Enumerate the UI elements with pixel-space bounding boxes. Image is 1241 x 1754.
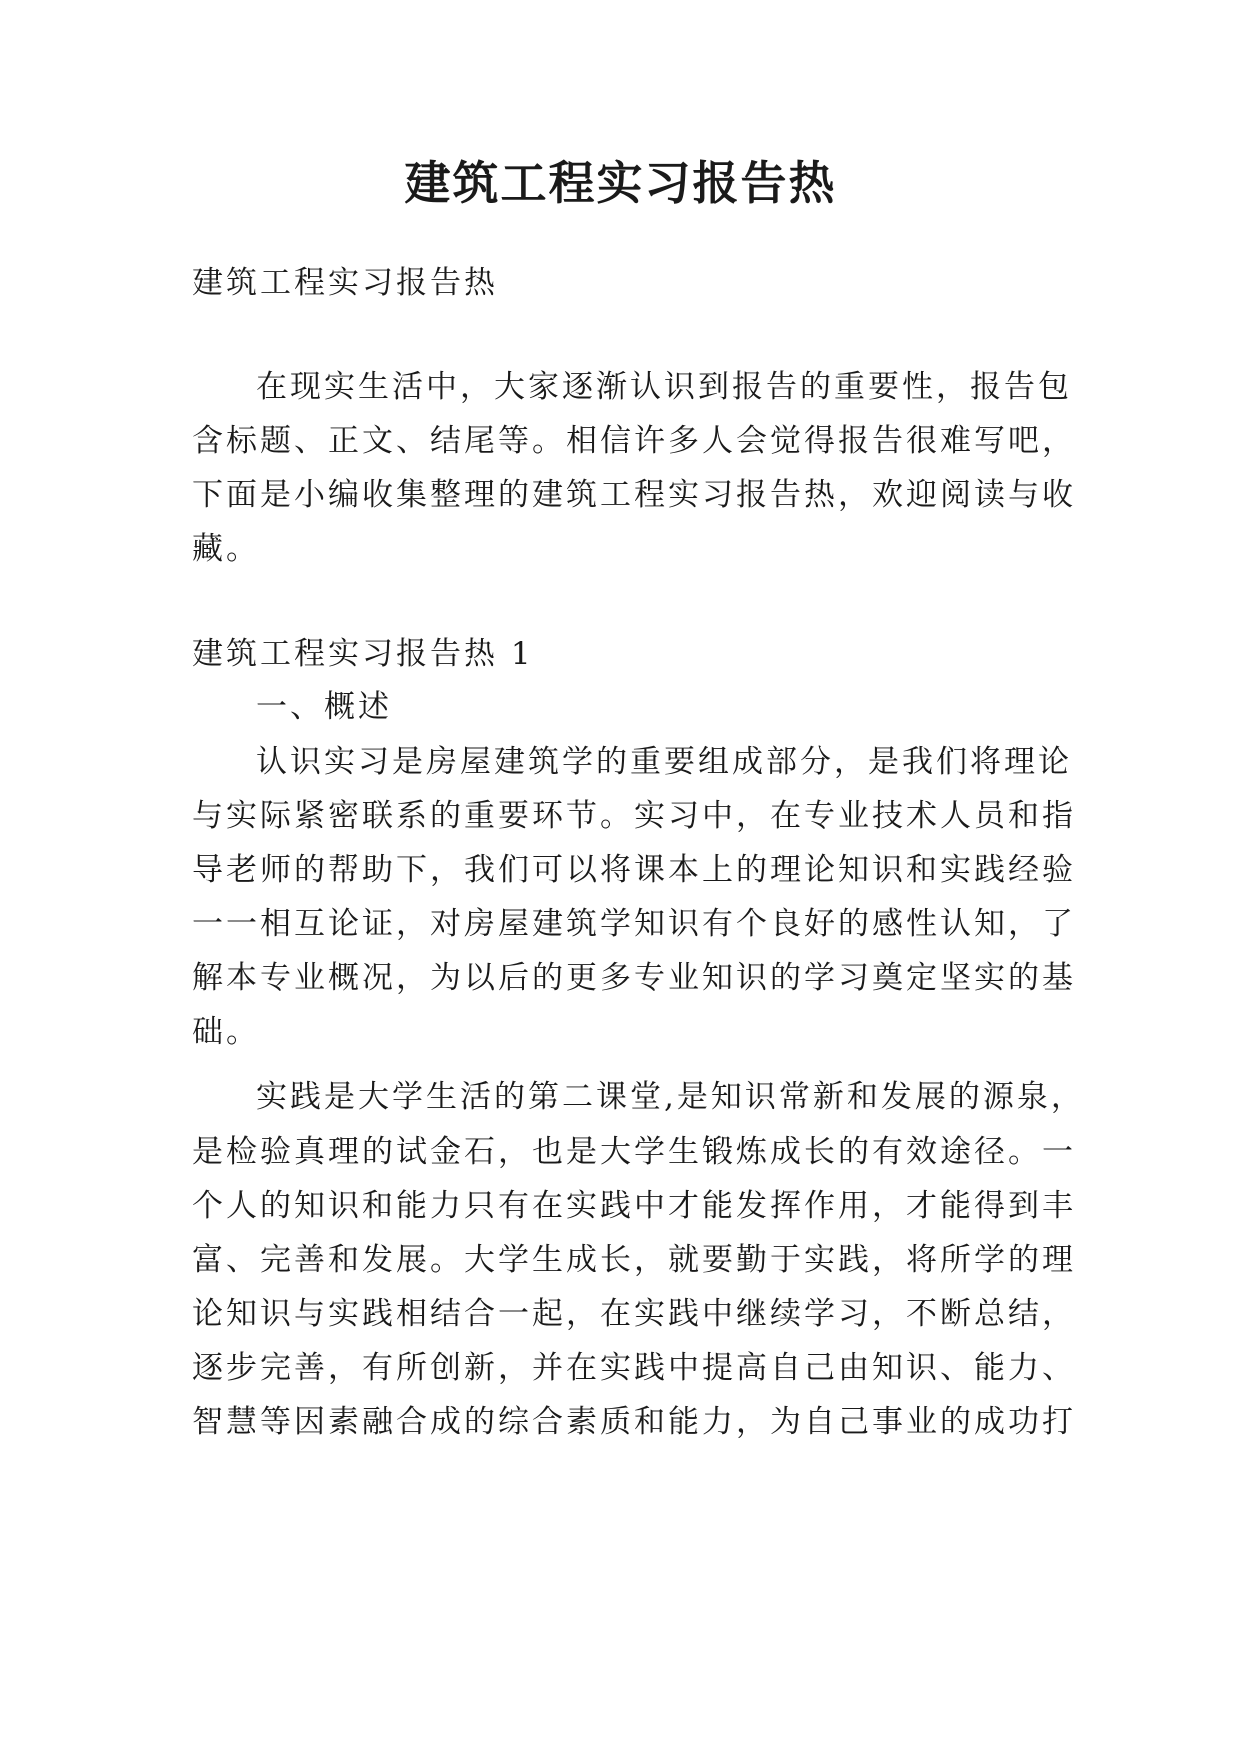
section-heading: 建筑工程实习报告热 1 (192, 636, 534, 672)
paragraph-line: 导老师的帮助下，我们可以将课本上的理论知识和实践经验 (192, 852, 1076, 888)
document-title: 建筑工程实习报告热 (404, 156, 837, 210)
intro-line: 下面是小编收集整理的建筑工程实习报告热，欢迎阅读与收 (192, 477, 1076, 513)
paragraph-line: 实践是大学生活的第二课堂,是知识常新和发展的源泉， (256, 1079, 1085, 1115)
paragraph-line: 个人的知识和能力只有在实践中才能发挥作用，才能得到丰 (192, 1188, 1076, 1224)
paragraph-line: 一一相互论证，对房屋建筑学知识有个良好的感性认知，了 (192, 906, 1076, 942)
intro-line: 在现实生活中，大家逐渐认识到报告的重要性，报告包 (256, 369, 1072, 405)
paragraph-line: 逐步完善，有所创新，并在实践中提高自己由知识、能力、 (192, 1350, 1076, 1386)
paragraph-line: 是检验真理的试金石，也是大学生锻炼成长的有效途径。一 (192, 1134, 1076, 1170)
paragraph-line: 础。 (192, 1014, 260, 1050)
intro-line: 藏。 (192, 531, 260, 567)
paragraph-line: 智慧等因素融合成的综合素质和能力，为自己事业的成功打 (192, 1404, 1076, 1440)
intro-line: 含标题、正文、结尾等。相信许多人会觉得报告很难写吧， (192, 423, 1076, 459)
paragraph-line: 与实际紧密联系的重要环节。实习中，在专业技术人员和指 (192, 798, 1076, 834)
paragraph-line: 解本专业概况，为以后的更多专业知识的学习奠定坚实的基 (192, 960, 1076, 996)
paragraph-line: 富、完善和发展。大学生成长，就要勤于实践，将所学的理 (192, 1242, 1076, 1278)
subsection-heading: 一、概述 (256, 689, 392, 725)
document-subtitle: 建筑工程实习报告热 (192, 265, 498, 301)
paragraph-line: 论知识与实践相结合一起，在实践中继续学习，不断总结， (192, 1296, 1076, 1332)
paragraph-line: 认识实习是房屋建筑学的重要组成部分，是我们将理论 (256, 744, 1072, 780)
